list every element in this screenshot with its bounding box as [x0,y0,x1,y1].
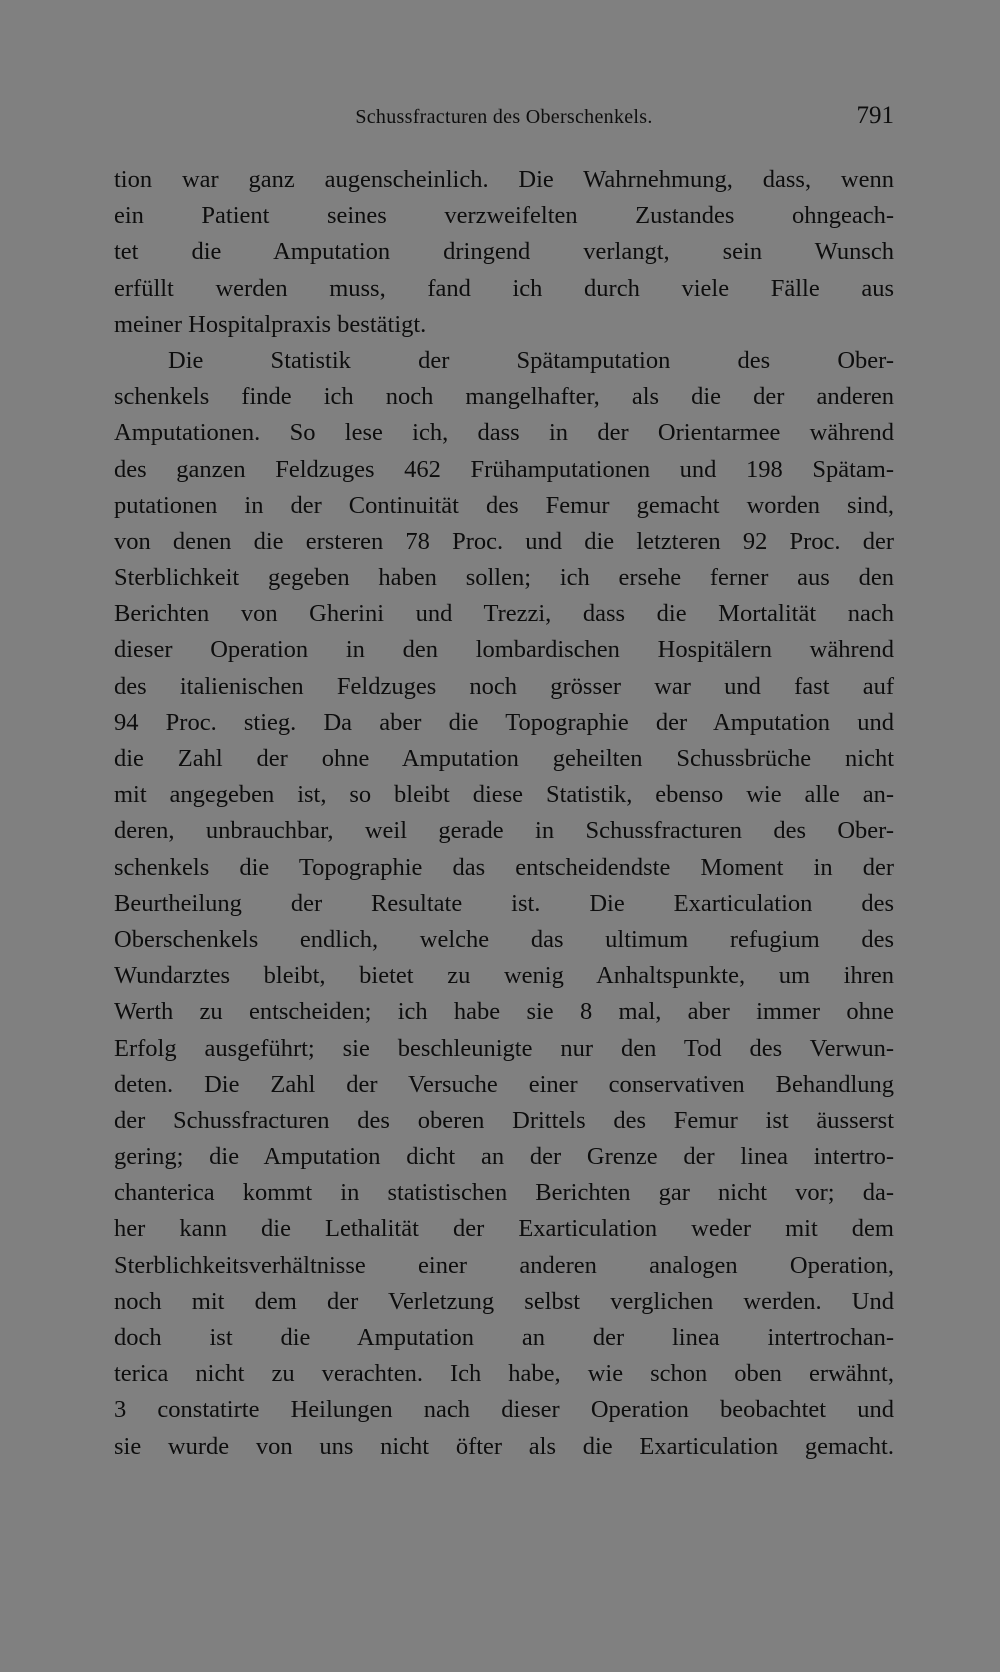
text-line: terica nicht zu verachten. Ich habe, wie schon oben erwähnt, [114,1360,894,1388]
text-line: putationen in der Continuität des Femur gemacht worden sind, [114,491,894,519]
text-line: her kann die Lethalität der Exarticulation weder mit dem [114,1215,894,1243]
text-line: schenkels finde ich noch mangelhafter, als die der anderen [114,383,894,411]
running-title: Schussfracturen des Oberschenkels. [355,106,653,128]
text-line: Wundarztes bleibt, bietet zu wenig Anhaltspunkte, um ihren [114,962,894,990]
text-line: meiner Hospitalpraxis bestätigt. [114,310,427,338]
text-line: ein Patient seines verzweifelten Zustandes ohngeach- [114,202,894,230]
body-text [114,162,894,1465]
text-line: die Zahl der ohne Amputation geheilten Schussbrüche nicht [114,745,894,772]
text-line: Die Statistik der Spätamputation des Ober- [168,346,894,374]
text-line: von denen die ersteren 78 Proc. und die letzteren 92 Proc. der [114,527,894,555]
text-line: chanterica kommt in statistischen Berichten gar nicht vor; da- [114,1179,894,1207]
text-line: tion war ganz augenscheinlich. Die Wahrnehmung, dass, wenn [114,166,894,193]
text-line: 3 constatirte Heilungen nach dieser Operation beobachtet und [114,1396,894,1424]
page-header [114,102,894,140]
text-line: schenkels die Topographie das entscheidendste Moment in der [114,853,894,881]
text-line: des ganzen Feldzuges 462 Frühamputationen und 198 Spätam- [114,455,894,483]
text-line: deren, unbrauchbar, weil gerade in Schussfracturen des Ober- [114,817,894,845]
text-line: Berichten von Gherini und Trezzi, dass die Mortalität nach [114,600,894,628]
text-line: Erfolg ausgeführt; sie beschleunigte nur den Tod des Verwun- [114,1034,894,1062]
text-line: deten. Die Zahl der Versuche einer conservativen Behandlung [114,1070,894,1098]
text-line: mit angegeben ist, so bleibt diese Statistik, ebenso wie alle an- [114,781,894,809]
text-line: 94 Proc. stieg. Da aber die Topographie der Amputation und [114,708,894,736]
page-number: 791 [856,102,894,129]
text-line: des italienischen Feldzuges noch grösser war und fast auf [114,672,894,700]
text-line: dieser Operation in den lombardischen Hospitälern während [114,636,894,664]
text-line: doch ist die Amputation an der linea intertrochan- [114,1324,894,1351]
text-line: der Schussfracturen des oberen Drittels des Femur ist äusserst [114,1106,894,1134]
text-line: Sterblichkeitsverhältnisse einer anderen analogen Operation, [114,1251,894,1279]
text-line: Amputationen. So lese ich, dass in der Orientarmee während [114,419,894,447]
text-line: Sterblichkeit gegeben haben sollen; ich ersehe ferner aus den [114,564,894,592]
text-line: sie wurde von uns nicht öfter als die Exarticulation gemacht. [114,1432,894,1460]
text-line: Beurtheilung der Resultate ist. Die Exarticulation des [114,889,894,917]
text-line: Oberschenkels endlich, welche das ultimum refugium des [114,925,894,953]
text-line: erfüllt werden muss, fand ich durch viele Fälle aus [114,274,894,302]
text-line: Werth zu entscheiden; ich habe sie 8 mal, aber immer ohne [114,998,894,1026]
text-line: tet die Amputation dringend verlangt, sein Wunsch [114,238,894,266]
text-line: gering; die Amputation dicht an der Grenze der linea intertro- [114,1143,894,1171]
text-line: noch mit dem der Verletzung selbst verglichen werden. Und [114,1287,894,1315]
